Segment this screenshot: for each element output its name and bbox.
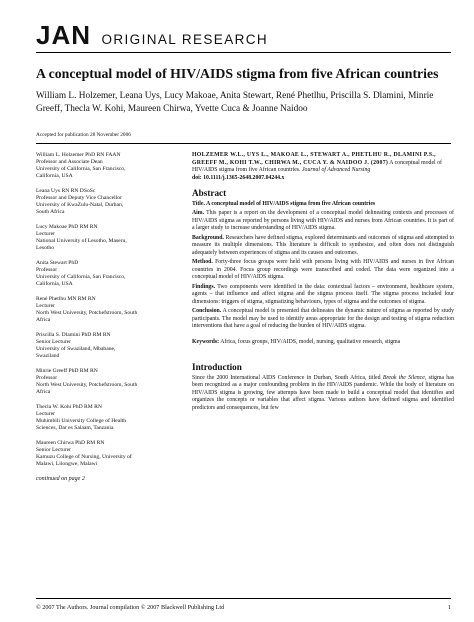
affiliation-item xyxy=(36,224,184,252)
affiliation-line: Lecturer xyxy=(36,231,55,238)
article-title: A conceptual model of HIV/AIDS stigma from five African countries xyxy=(36,66,439,81)
abstract-title-line: Title. A conceptual model of HIV/AIDS stigma from five African countries xyxy=(192,200,376,207)
affiliation-item xyxy=(36,296,184,324)
affiliation-line: North West University, Potchefstroom, South xyxy=(36,382,138,388)
citation-title: A conceptual model of HIV/AIDS stigma from five African countries. xyxy=(192,159,442,173)
accepted-date: Accepted for publication 28 November 2006 xyxy=(36,132,131,138)
affiliation-line: North West University, Potchefstroom, South xyxy=(36,310,138,317)
copyright-text: © 2007 The Authors. Journal compilation © 2007 Blackwell Publishing Ltd xyxy=(36,604,225,611)
affiliation-item xyxy=(36,332,184,360)
affiliations-column xyxy=(36,152,184,483)
journal-header xyxy=(36,20,268,51)
affiliation-line: Malawi, Lilongwe, Malawi xyxy=(36,461,98,468)
affiliation-line: Professor and Deputy Vice Chancellor xyxy=(36,195,122,202)
abstract-conclusion: Conclusion. A conceptual model is presented that delineates the dynamic nature of stigma as reported by study participants. The model may be used to identify areas appropriate for the design and testing of stigma reduction interventions that have a goal of reducing the burden of HIV/AIDS stigma. xyxy=(192,308,454,329)
affiliation-line: University of KwaZulu-Natal, Durban, xyxy=(36,202,124,209)
affiliation-line: National University of Lesotho, Maseru, xyxy=(36,238,127,245)
affiliation-name: Minrie Greeff PhD RM RN xyxy=(36,367,98,374)
abstract-heading: Abstract xyxy=(192,188,227,198)
affiliation-item xyxy=(36,260,184,288)
affiliation-line: University of California, San Francisco, xyxy=(36,274,126,281)
abstract-method: Method. Forty-three focus groups were held with persons living with HIV/AIDS and nurses in five African countries in 2004. Focus group recordings were transcribed and coded. The data were organized into a conceptual model of HIV/AIDS stigma. xyxy=(192,259,454,280)
affiliation-name: Anita Stewart PhD xyxy=(36,259,79,266)
abstract-background: Background. Researchers have defined stigma, explored determinants and outcomes of stigma and attempted to measure its multiple dimensions. This literature is difficult to synthesize, and often does not distinguish adequately between experiences of stigma and its causes and outcomes. xyxy=(192,234,454,256)
header-rule xyxy=(36,52,451,53)
affiliation-name: René Phetlhu MN RM RN xyxy=(36,295,96,302)
abstract-findings: Findings. Two components were identified in the data: contextual factors – environment, healthcare system, agents – that influence and affect stigma and the stigma process itself. The stigma process included four dimensions: triggers of stigma, stigmatizing behaviours, types of stigma and the outcomes of stigma. xyxy=(192,283,454,305)
affiliation-line: Professor xyxy=(36,267,58,273)
introduction-heading: Introduction xyxy=(192,362,242,372)
affiliation-line: University of Swaziland, Mbabane, xyxy=(36,346,116,353)
citation-authors: HOLZEMER W.L., UYS L., MAKOAE L., STEWART A., PHETLHU R., DLAMINI P.S., GREEFF M., KOHI T.W., CHIRWA M., CUCA Y. & NAIDOO J. (2007) xyxy=(192,152,436,166)
affiliation-line: Professor xyxy=(36,374,58,381)
affiliation-line: Africa xyxy=(36,317,51,324)
section-rule xyxy=(36,143,451,144)
affiliation-line: South Africa xyxy=(36,209,65,216)
page-number: 1 xyxy=(447,604,451,611)
affiliation-line: California, USA xyxy=(36,281,73,288)
affiliation-name: Maureen Chirwa PhD RM RN xyxy=(36,439,105,446)
abstract-aim: Aim. This paper is a report on the development of a conceptual model delineating contexts and processes of HIV/AIDS stigma as reported by persons living with HIV/AIDS and nurses from African countries. It is part of a larger study to increase understanding of HIV/AIDS stigma. xyxy=(192,210,454,231)
affiliation-item xyxy=(36,404,184,432)
introduction-text: Since the 2000 International AIDS Conference in Durban, South Africa, titled Break the Silence, stigma has been recognized as a major confounding problem in the HIV/AIDS pandemic. While the body of literature on HIV/AIDS stigma is growing, few attempts have been made to build a conceptual model that identifies and organizes the concepts or variables that affect stigma. Various authors have defined stigma and identified predictors and consequences, but few xyxy=(192,374,455,411)
affiliation-line: Professor and Associate Dean xyxy=(36,159,103,166)
affiliation-name: William L. Holzemer PhD RN FAAN xyxy=(36,152,121,158)
affiliation-name: Thecla W. Kohi PhD RM RN xyxy=(36,403,102,410)
affiliation-item xyxy=(36,368,184,396)
affiliation-name: Priscilla S. Dlamini PhD RM RN xyxy=(36,331,111,338)
citation-journal: Journal of Advanced Nursing xyxy=(301,167,371,173)
affiliation-line: Muhimbili University College of Health xyxy=(36,417,127,424)
affiliation-line: Lesotho xyxy=(36,245,55,252)
author-list: William L. Holzemer, Leana Uys, Lucy Makoae, Anita Stewart, René Phetlhu, Priscilla S. Dlamini, Minrie Greeff, Thecla W. Kohi, Maureen Chirwa, Yvette Cuca & Joanne Naidoo xyxy=(36,91,434,114)
affiliation-line: Lecturer xyxy=(36,302,55,309)
main-column xyxy=(192,152,454,414)
section-label: ORIGINAL RESEARCH xyxy=(101,32,269,47)
affiliation-line: Africa xyxy=(36,389,51,396)
page-footer xyxy=(36,604,451,611)
affiliation-line: Senior Lecturer xyxy=(36,338,71,345)
continued-note: continued on page 2 xyxy=(36,475,85,482)
affiliation-item xyxy=(36,152,184,180)
affiliation-line: Senior Lecturer xyxy=(36,446,71,453)
affiliation-line: Sciences, Dar es Salaam, Tanzania xyxy=(36,425,114,432)
affiliation-line: California, USA xyxy=(36,173,73,180)
affiliation-line: Swaziland xyxy=(36,353,60,360)
affiliation-item xyxy=(36,188,184,216)
abstract-keywords: Keywords: Africa, focus groups, HIV/AIDS, model, nursing, qualitative research, stigma xyxy=(192,338,401,345)
affiliation-line: University of California, San Francisco, xyxy=(36,166,126,173)
affiliation-line: Kamuzu College of Nursing, University of xyxy=(36,453,132,460)
affiliation-name: Leana Uys RN RN DSoSc xyxy=(36,187,96,194)
affiliation-name: Lucy Makoae PhD RM RN xyxy=(36,223,98,230)
citation xyxy=(192,152,454,182)
citation-doi: doi: 10.1111/j.1365-2648.2007.04244.x xyxy=(192,174,285,181)
affiliation-line: Lecturer xyxy=(36,410,55,417)
footer-rule xyxy=(36,598,451,599)
journal-logo: JAN xyxy=(36,20,92,50)
affiliation-item xyxy=(36,440,184,468)
